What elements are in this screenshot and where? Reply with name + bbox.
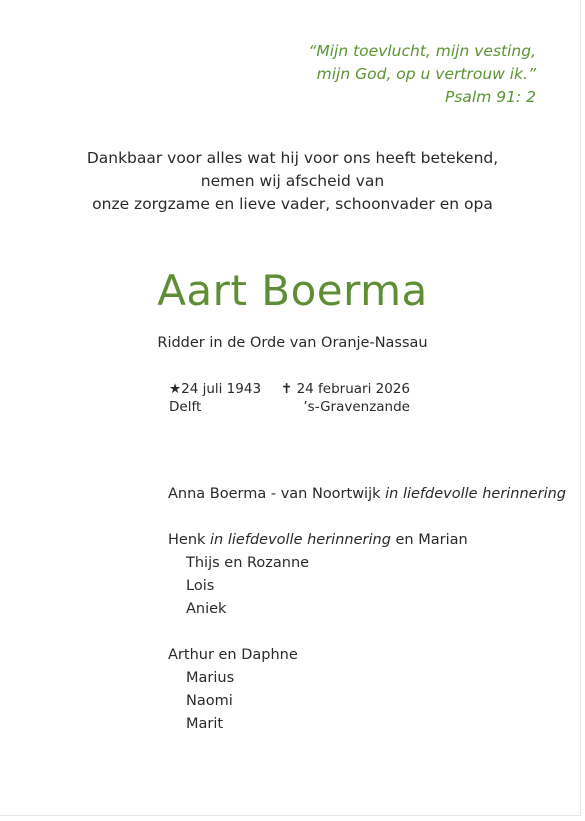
family-group-line: Arthur en Daphne: [168, 647, 298, 663]
death-date: 24 februari 2026: [296, 381, 410, 397]
star-icon: ★: [169, 381, 182, 397]
birth-place: Delft: [169, 399, 202, 415]
partner-name: en Marian: [395, 532, 468, 548]
grandchild: Marit: [186, 716, 224, 732]
intro-line: Dankbaar voor alles wat hij voor ons heeft betekend,: [86, 149, 499, 167]
grandchild: Thijs en Rozanne: [186, 555, 310, 571]
quote-line: mijn God, op u vertrouw ik.”: [316, 65, 536, 83]
bible-quote: [308, 40, 536, 109]
death-place: ’s-Gravenzande: [303, 399, 410, 415]
cross-icon: ✝: [280, 381, 293, 397]
birth-info: [169, 380, 261, 416]
grandchild: Marius: [186, 670, 235, 686]
death-info: [281, 380, 410, 416]
intro-text: [0, 147, 585, 216]
honor-title: Ridder in de Orde van Oranje-Nassau: [157, 335, 428, 351]
spouse-note: in liefdevolle herinnering: [385, 486, 566, 502]
intro-line: onze zorgzame en lieve vader, schoonvader en opa: [92, 195, 493, 213]
family-group-line: [168, 529, 566, 552]
grandchild: Lois: [186, 578, 215, 594]
spouse-line: [168, 483, 566, 506]
intro-line: nemen wij afscheid van: [200, 172, 385, 190]
memorial-note: in liefdevolle herinnering: [210, 532, 391, 548]
family-list: [168, 483, 566, 736]
deceased-name: Aart Boerma: [157, 266, 428, 315]
quote-reference: Psalm 91: 2: [445, 88, 536, 106]
family-member-name: Henk: [168, 532, 206, 548]
quote-line: “Mijn toevlucht, mijn vesting,: [308, 42, 536, 60]
birth-date: 24 juli 1943: [181, 381, 262, 397]
spouse-name: Anna Boerma - van Noortwijk: [168, 486, 381, 502]
grandchild: Aniek: [186, 601, 227, 617]
grandchild: Naomi: [186, 693, 233, 709]
